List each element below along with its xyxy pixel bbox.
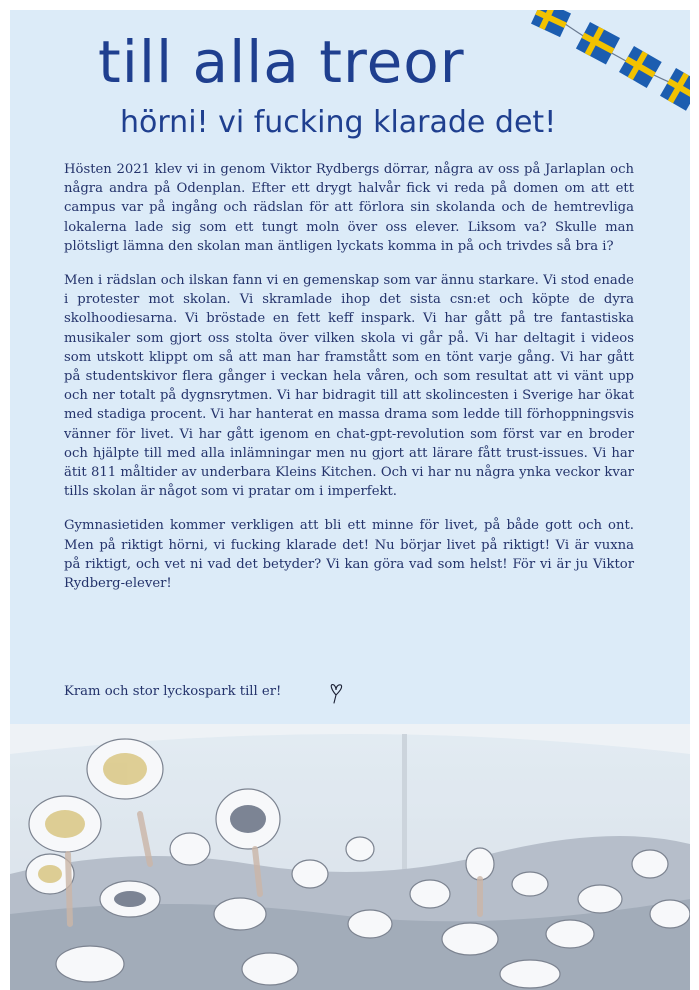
paragraph-3: Gymnasietiden kommer verkligen att bli ett minne för livet, på både gott och ont. Men på riktigt hörni, vi fucking klarade det! Nu börjar livet på riktigt! Vi är vuxna på riktigt, och vet ni vad det betyder? Vi kan göra vad som helst! För vi är ju Viktor Rydberg-elever! xyxy=(64,518,634,592)
letter-body xyxy=(64,160,634,608)
page-subtitle: hörni! vi fucking klarade det! xyxy=(120,105,557,140)
graduation-photo xyxy=(10,724,690,990)
document-page xyxy=(10,10,690,990)
paragraph-2: Men i rädslan och ilskan fann vi en gemenskap som var ännu starkare. Vi stod enade i protester mot skolan. Vi skramlade ihop det sista csn:et och köpte de dyra skolhoodiesarna. Vi bröstade en fett keff inspark. Vi har gått på tre fantastiska musikaler som gjort oss stolta över vilken skola vi går på. Vi har deltagit i videos som utskott klippt om så att man har framstått som en tönt varje gång. Vi har gått på studentskivor flera gånger i veckan hela våren, och som resultat att vi vänt upp och ner totalt på dygnsrytmen. Vi har bidragit till att skolincesten i Sverige har ökat med stadiga procent. Vi har hanterat en massa drama som ledde till förhoppningsvis vänner för livet. Vi har gått igenom en chat-gpt-revolution som först var en broder och hjälpte till med alla inlämningar men nu gjort att lärare fått trust-issues. Vi har ätit 811 måltider av underbara Kleins Kitchen. Och vi har nu några ynka veckor kvar tills skolan är något som vi pratar om i imperfekt. xyxy=(64,273,634,500)
heart-doodle-icon xyxy=(328,682,344,706)
page-title: till alla treor xyxy=(98,28,465,96)
paragraph-1: Hösten 2021 klev vi in genom Viktor Rydbergs dörrar, några av oss på Jarlaplan och några andra på Odenplan. Efter ett drygt halvår fick vi reda på domen om att ett campus var på ingång och rädslan för att förlora sin skolanda och de hemtrevliga lokalerna lade sig som ett tungt moln över oss elever. Liksom va? Skulle man plötsligt lämna den skolan man äntligen lyckats komma in på och trivdes så bra i? xyxy=(64,162,634,254)
signoff: Kram och stor lyckospark till er! xyxy=(64,684,282,699)
